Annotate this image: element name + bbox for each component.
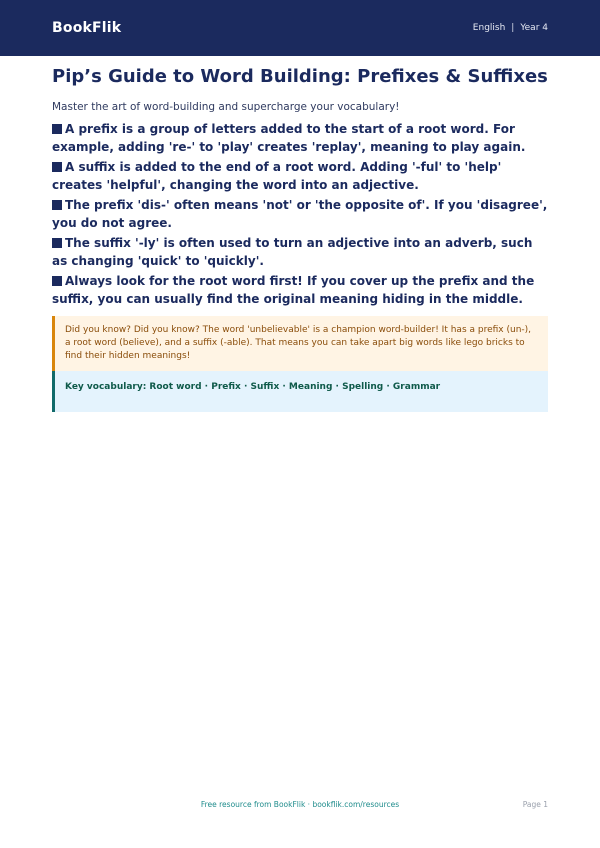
square-bullet-icon xyxy=(52,238,62,248)
square-bullet-icon xyxy=(52,200,62,210)
tips-list xyxy=(52,121,548,308)
list-item-text: A prefix is a group of letters added to the start of a root word. For example, adding 're-' to 'play' creates 'replay', meaning to play again. xyxy=(52,122,526,154)
brand-logo[interactable]: BookFlik xyxy=(52,20,122,36)
list-item-text: The suffix '-ly' is often used to turn an adjective into an adverb, such as changing 'quick' to 'quickly'. xyxy=(52,236,533,268)
page-number: Page 1 xyxy=(522,800,548,809)
square-bullet-icon xyxy=(52,162,62,172)
subject-label: English xyxy=(472,23,506,33)
list-item-text: The prefix 'dis-' often means 'not' or 'the opposite of'. If you 'disagree', you do not agree. xyxy=(52,198,548,230)
did-you-know-text: Did you know? Did you know? The word 'unbelievable' is a champion word-builder! It has a prefix (un-), a root word (believe), and a suffix (-able). That means you can take apart big words like lego bricks to find their hidden meanings! xyxy=(65,325,532,361)
header-bar xyxy=(0,0,600,56)
footer-credit-link[interactable]: Free resource from BookFlik · bookflik.com/resources xyxy=(200,800,400,809)
list-item xyxy=(52,235,548,270)
did-you-know-callout xyxy=(52,316,548,371)
square-bullet-icon xyxy=(52,276,62,286)
list-item xyxy=(52,159,548,194)
header-meta xyxy=(473,23,548,33)
key-vocabulary-callout xyxy=(52,371,548,412)
main-content xyxy=(52,66,548,412)
list-item xyxy=(52,273,548,308)
key-vocabulary-text: Key vocabulary: Root word · Prefix · Suffix · Meaning · Spelling · Grammar xyxy=(65,382,441,392)
meta-separator: | xyxy=(511,23,515,33)
year-label: Year 4 xyxy=(520,23,548,33)
square-bullet-icon xyxy=(52,124,62,134)
list-item-text: Always look for the root word first! If you cover up the prefix and the suffix, you can usually find the original meaning hiding in the middle. xyxy=(52,274,535,306)
page-title: Pip’s Guide to Word Building: Prefixes & Suffixes xyxy=(52,66,548,87)
page-footer xyxy=(52,800,548,814)
intro-text: Master the art of word-building and supercharge your vocabulary! xyxy=(52,101,400,113)
list-item-text: A suffix is added to the end of a root word. Adding '-ful' to 'help' creates 'helpful', changing the word into an adjective. xyxy=(52,160,502,192)
list-item xyxy=(52,121,548,156)
list-item xyxy=(52,197,548,232)
